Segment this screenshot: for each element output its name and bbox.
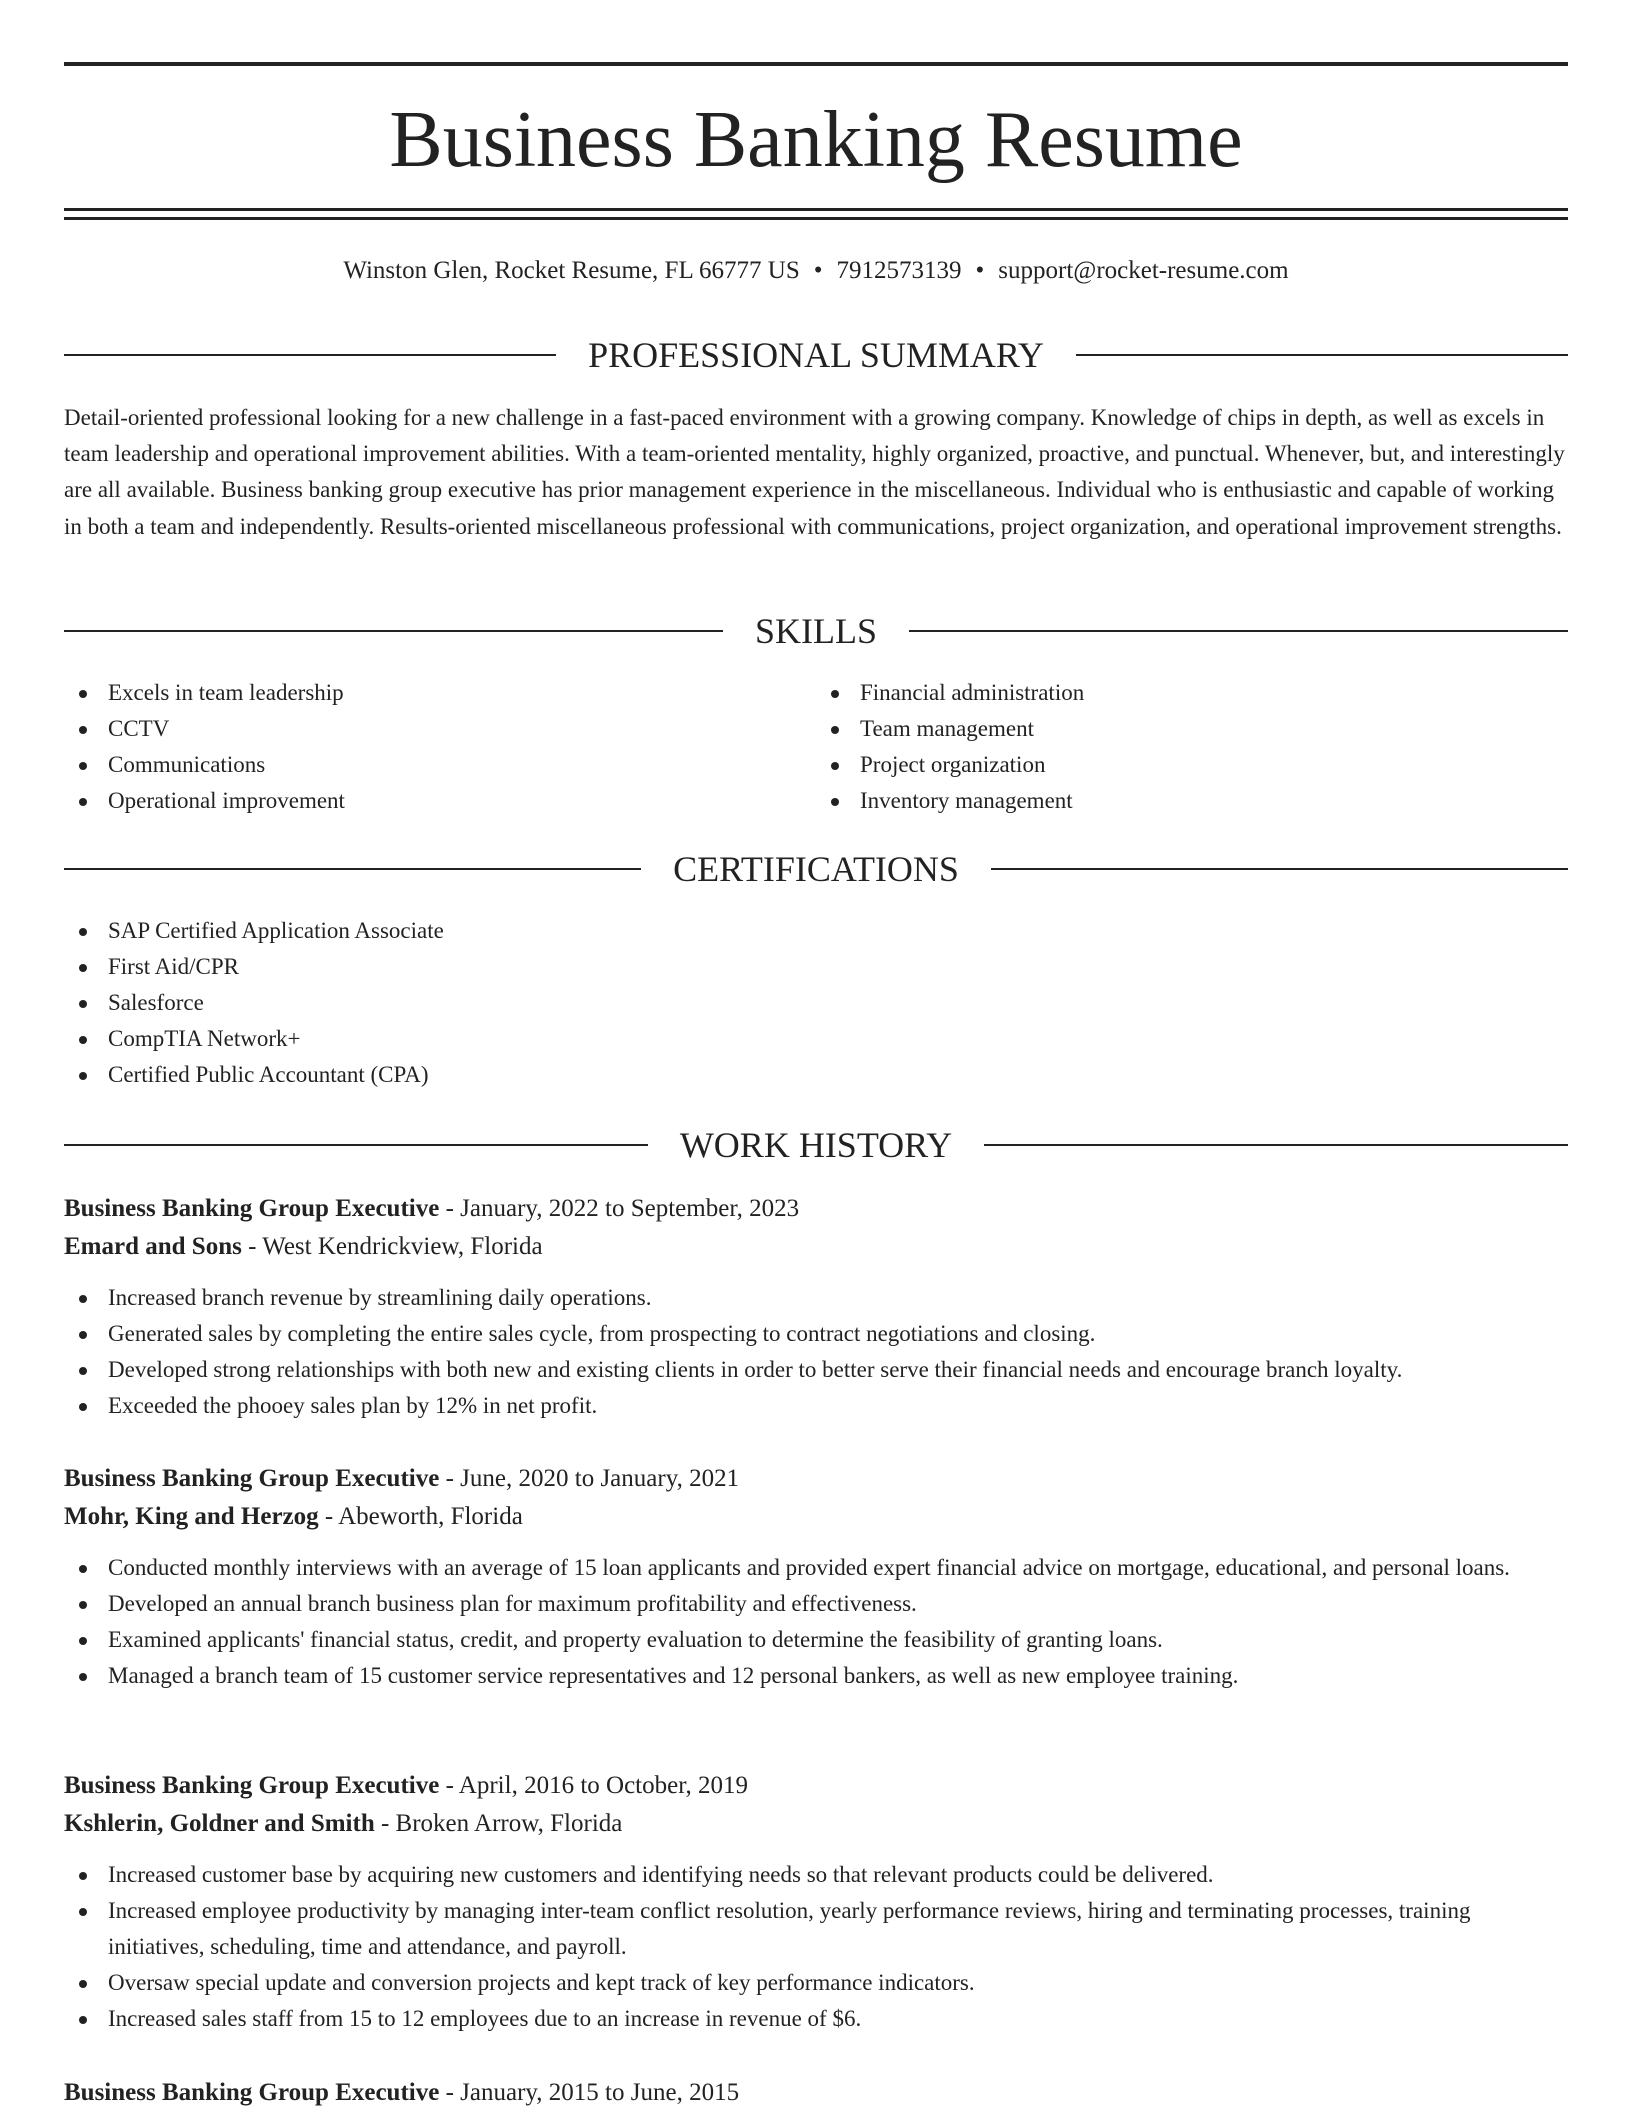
certification-item: CompTIA Network+ (64, 1021, 1568, 1057)
job-entry (64, 1460, 1568, 1694)
certification-item: SAP Certified Application Associate (64, 913, 1568, 949)
job-dates: April, 2016 to October, 2019 (458, 1772, 749, 1799)
resume-title: Business Banking Resume (389, 96, 1243, 184)
job-bullet: Developed strong relationships with both new and existing clients in order to better serve their financial needs and encourage branch loyalty. (64, 1352, 1568, 1388)
job-bullet: Generated sales by completing the entire sales cycle, from prospecting to contract negotiations and closing. (64, 1316, 1568, 1352)
section-header-certifications (64, 847, 1568, 891)
job-company-line (64, 1805, 1568, 1843)
job-bullet: Oversaw special update and conversion projects and kept track of key performance indicators. (64, 1965, 1568, 2001)
job-bullet: Increased branch revenue by streamlining daily operations. (64, 1280, 1568, 1316)
contact-address: Winston Glen, Rocket Resume, FL 66777 US (343, 257, 800, 284)
job-bullets (64, 1857, 1568, 2037)
certification-item: First Aid/CPR (64, 949, 1568, 985)
job-title: Business Banking Group Executive (64, 1772, 440, 1799)
skill-item: Excels in team leadership (64, 675, 816, 711)
section-rule (64, 630, 723, 632)
job-company: Mohr, King and Herzog (64, 1503, 319, 1530)
section-rule (1076, 354, 1568, 356)
dash: - (439, 2079, 461, 2106)
job-bullet: Increased sales staff from 15 to 12 employees due to an increase in revenue of $6. (64, 2001, 1568, 2037)
job-title-line (64, 1767, 1568, 1805)
top-rule (64, 62, 1568, 66)
section-header-summary (64, 333, 1568, 377)
job-entry (64, 1767, 1568, 2037)
job-bullet: Increased customer base by acquiring new customers and identifying needs so that relevant products could be delivered. (64, 1857, 1568, 1893)
double-rule (64, 208, 1568, 220)
dash: - (439, 1195, 461, 1222)
section-title-summary: PROFESSIONAL SUMMARY (588, 335, 1044, 375)
dash: - (374, 1810, 396, 1837)
job-dates: June, 2020 to January, 2021 (460, 1465, 740, 1492)
job-dates: January, 2022 to September, 2023 (460, 1195, 800, 1222)
job-entry (64, 2074, 1568, 2112)
skill-item: Project organization (816, 747, 1568, 783)
job-location: Broken Arrow, Florida (395, 1810, 623, 1837)
skill-item: CCTV (64, 711, 816, 747)
contact-phone[interactable]: 7912573139 (836, 257, 962, 284)
job-company: Emard and Sons (64, 1233, 242, 1260)
section-rule (64, 868, 641, 870)
section-title-skills: SKILLS (755, 611, 878, 651)
skill-item: Inventory management (816, 783, 1568, 819)
certification-item: Certified Public Accountant (CPA) (64, 1057, 1568, 1093)
job-company-line (64, 1498, 1568, 1536)
skill-item: Team management (816, 711, 1568, 747)
skill-item: Financial administration (816, 675, 1568, 711)
job-bullets (64, 1280, 1568, 1424)
job-bullet: Conducted monthly interviews with an average of 15 loan applicants and provided expert financial advice on mortgage, educational, and personal loans. (64, 1550, 1568, 1586)
job-title-line (64, 1460, 1568, 1498)
certifications-list (64, 913, 1568, 1093)
certification-item: Salesforce (64, 985, 1568, 1021)
job-entry (64, 1190, 1568, 1424)
job-bullet: Developed an annual branch business plan for maximum profitability and effectiveness. (64, 1586, 1568, 1622)
dash: - (318, 1503, 339, 1530)
dash: - (241, 1233, 263, 1260)
job-title-line (64, 2074, 1568, 2112)
job-location: West Kendrickview, Florida (262, 1233, 543, 1260)
contact-separator: • (975, 257, 985, 284)
job-company-line (64, 1228, 1568, 1266)
job-title: Business Banking Group Executive (64, 2079, 440, 2106)
skill-item: Communications (64, 747, 816, 783)
section-title-work-history: WORK HISTORY (679, 1125, 953, 1165)
job-bullet: Exceeded the phooey sales plan by 12% in net profit. (64, 1388, 1568, 1424)
job-bullet: Increased employee productivity by managing inter-team conflict resolution, yearly performance reviews, hiring and terminating processes, training initiatives, scheduling, time and attendance, and payroll. (64, 1893, 1568, 1965)
section-header-skills (64, 609, 1568, 653)
job-title-line (64, 1190, 1568, 1228)
section-rule (984, 1144, 1568, 1146)
section-title-certifications: CERTIFICATIONS (673, 849, 959, 889)
contact-separator: • (813, 257, 823, 284)
section-header-work-history (64, 1123, 1568, 1167)
job-location: Abeworth, Florida (338, 1503, 523, 1530)
job-bullets (64, 1550, 1568, 1694)
job-title: Business Banking Group Executive (64, 1465, 440, 1492)
dash: - (439, 1465, 461, 1492)
summary-text: Detail-oriented professional looking for a new challenge in a fast-paced environment with a growing company. Knowledge of chips in depth, as well as excels in team leadership and operational improvement abilities. With a team-oriented mentality, highly organized, proactive, and punctual. Whenever, but, and interestingly are all available. Business banking group executive has prior management experience in the miscellaneous. Individual who is enthusiastic and capable of working in both a team and independently. Results-oriented miscellaneous professional with communications, project organization, and operational improvement strengths. (64, 405, 1565, 539)
job-bullet: Examined applicants' financial status, credit, and property evaluation to determine the feasibility of granting loans. (64, 1622, 1568, 1658)
skills-column-left (64, 675, 816, 819)
skill-item: Operational improvement (64, 783, 816, 819)
dash: - (439, 1772, 459, 1799)
section-rule (991, 868, 1568, 870)
contact-line (64, 254, 1568, 288)
job-dates: January, 2015 to June, 2015 (460, 2079, 740, 2106)
job-title: Business Banking Group Executive (64, 1195, 440, 1222)
contact-email[interactable]: support@rocket-resume.com (998, 257, 1289, 284)
section-rule (64, 354, 556, 356)
section-rule (909, 630, 1568, 632)
skills-column-right (816, 675, 1568, 819)
skills-list (64, 675, 1568, 819)
section-rule (64, 1144, 648, 1146)
job-bullet: Managed a branch team of 15 customer service representatives and 12 personal bankers, as well as new employee training. (64, 1658, 1568, 1694)
job-company: Kshlerin, Goldner and Smith (64, 1810, 375, 1837)
